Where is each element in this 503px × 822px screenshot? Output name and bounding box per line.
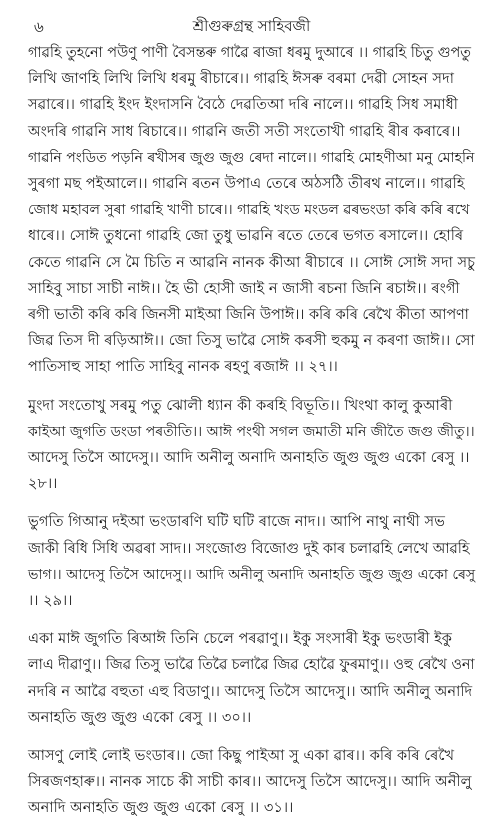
page-number: ৬: [34, 18, 44, 36]
text-line: নদৰি ন আৱৈ বহুতা এহু বিডাণু।। আদেসু তিসৈ আদেসু।। আদি অনীলু অনাদি: [28, 682, 473, 700]
text-line: আদেসু তিসৈ আদেসু।। আদি অনীলু অনাদি অনাহতি জুগু জুগু একো ৰেসু ।।: [28, 449, 470, 467]
text-line: ৰগী ভাতী কৰি কৰি জিনসী মাইআ জিনি উপাঈ।। কৰি কৰি ৰেখৈ কীতা আপণা: [28, 307, 469, 324]
text-line: ২৮।।: [28, 475, 58, 493]
text-line: গাৱনি পংডিত পড়নি ৰখীসৰ জুগু জুগু ৰেদা নালে।। গাৱহি মোহণীআ মনু মোহনি: [28, 149, 475, 166]
text-line: অংদৰি গাৱনি সাধ ৰিচাৰে।। গাৱনি জতী সতী সংতোখী গাৱহি ৰীৰ কৰাৰে।।: [28, 122, 461, 140]
text-line: ভুগতি গিআনু দইআ ভংডাৰণি ঘটি ঘটি ৰাজে নাদ।। আপি নাথু নাথী সভ: [28, 513, 445, 531]
text-line: গাৱহি তুহনো পউণু পাণী বৈসন্তৰু গাৱৈ ৰাজা ধৰমু দুআৰে ।। গাৱহি চিতু গুপতু: [28, 45, 471, 61]
text-line: সিৰজণহাৰু।। নানক সাচে কী সাচী কাৰ।। আদেসু তিসৈ আদেসু।। আদি অনীলু: [28, 773, 472, 791]
stanza: [28, 743, 475, 822]
text-line: লিখি জাণহি লিখি লিখি ধৰমু ৰীচাৰে।। গাৱহি ঈসৰু বৰমা দেৱী সোহন সদা: [28, 70, 454, 88]
text-line: জাকী ৰিধি সিধি অৱৰা সাদ।। সংজোগু বিজোগু দুই কাৰ চলাৱহি লেখে আৱহি: [28, 540, 470, 557]
text-line: কাইআ জুগতি ডংডা পৰতীতি।। আঈ পংথী সগল জমাতী মনি জীতৈ জগু জীতু।।: [28, 423, 475, 440]
text-line: অনাদি অনাহতি জুগু জুগু একো ৰেসু ।। ৩১।।: [28, 799, 294, 817]
text-line: আসণু লোই লোই ভংডাৰ।। জো কিছু পাইআ সু একা ৱাৰ।। কৰি কৰি ৰেখৈ: [28, 747, 455, 765]
text-line: ।। ২৯।।: [28, 592, 73, 610]
text-line: জোধ মহাবল সুৰা গাৱহি খাণী চাৰে।। গাৱহি খংড মংডল ৱৰভংডা কৰি কৰি ৰখে: [28, 202, 470, 219]
stanza: [28, 40, 475, 381]
text-line: সাহিবু সাচা সাচী নাঈ।। হৈ ভী হোসী জাই ন জাসী ৰচনা জিনি ৰচাঈ।। ৰংগী: [28, 279, 460, 297]
text-line: পাতিসাহু সাহা পাতি সাহিবু নানক ৰহণু ৰজাঈ ।। ২৭।।: [28, 358, 338, 376]
text-line: একা মাঈ জুগতি ৰিআঈ তিনি চেলে পৰৱাণু।। ইকু সংসাৰী ইকু ভংডাৰী ইকু: [28, 630, 452, 648]
text-line: লাএ দীৱাণু।। জিৱ তিসু ভাৱৈ তিৱৈ চলাৱৈ জিৱ হোৱৈ ফুৰমাণু।। ওহু ৰেখৈ ওনা: [28, 657, 475, 674]
text-line: কেতে গাৱনি সে মৈ চিতি ন আৱনি নানক কীআ ৰীচাৰে ।। সোঈ সোঈ সদা সচু: [28, 253, 476, 271]
scripture-text: [28, 40, 475, 822]
text-line: অনাহতি জুগু জুগু একো ৰেসু ।। ৩০।।: [28, 708, 252, 726]
running-title: শ্ৰীগুৰুগ্ৰন্থ সাহিবজী: [192, 17, 311, 35]
text-line: জিৱ তিস দী ৰড়িআঈ।। জো তিসু ভাৱৈ সোঈ কৰসী হুকমু ন কৰণা জাঈ।। সো: [28, 332, 475, 350]
stanza: [28, 509, 475, 614]
text-line: ধাৰে।। সোঈ তুধনো গাৱহি জো তুধু ভাৱনি ৰতে তেৰে ভগত ৰসালে।। হোৰি: [28, 227, 464, 245]
stanza: [28, 393, 475, 498]
stanza: [28, 626, 475, 731]
text-line: ভাগ।। আদেসু তিসৈ আদেসু।। আদি অনীলু অনাদি অনাহতি জুগু জুগু একো ৰেসু: [28, 566, 476, 583]
page-header: [28, 12, 475, 40]
text-line: সৱাৰে।। গাৱহি ইংদ ইংদাসনি বৈঠে দেৱতিআ দৰি নালে।। গাৱহি সিধ সমাধী: [28, 96, 458, 114]
text-line: সুৰগা মছ পইআলে।। গাৱনি ৰতন উপাএ তেৰে অঠসঠি তীৰথ নালে।। গাৱহি: [28, 175, 465, 193]
text-line: মুংদা সংতোখু সৰমু পতু ঝোলী ধ্যান কী কৰহি বিভূতি।। খিংথা কালু কুআৰী: [28, 396, 453, 414]
